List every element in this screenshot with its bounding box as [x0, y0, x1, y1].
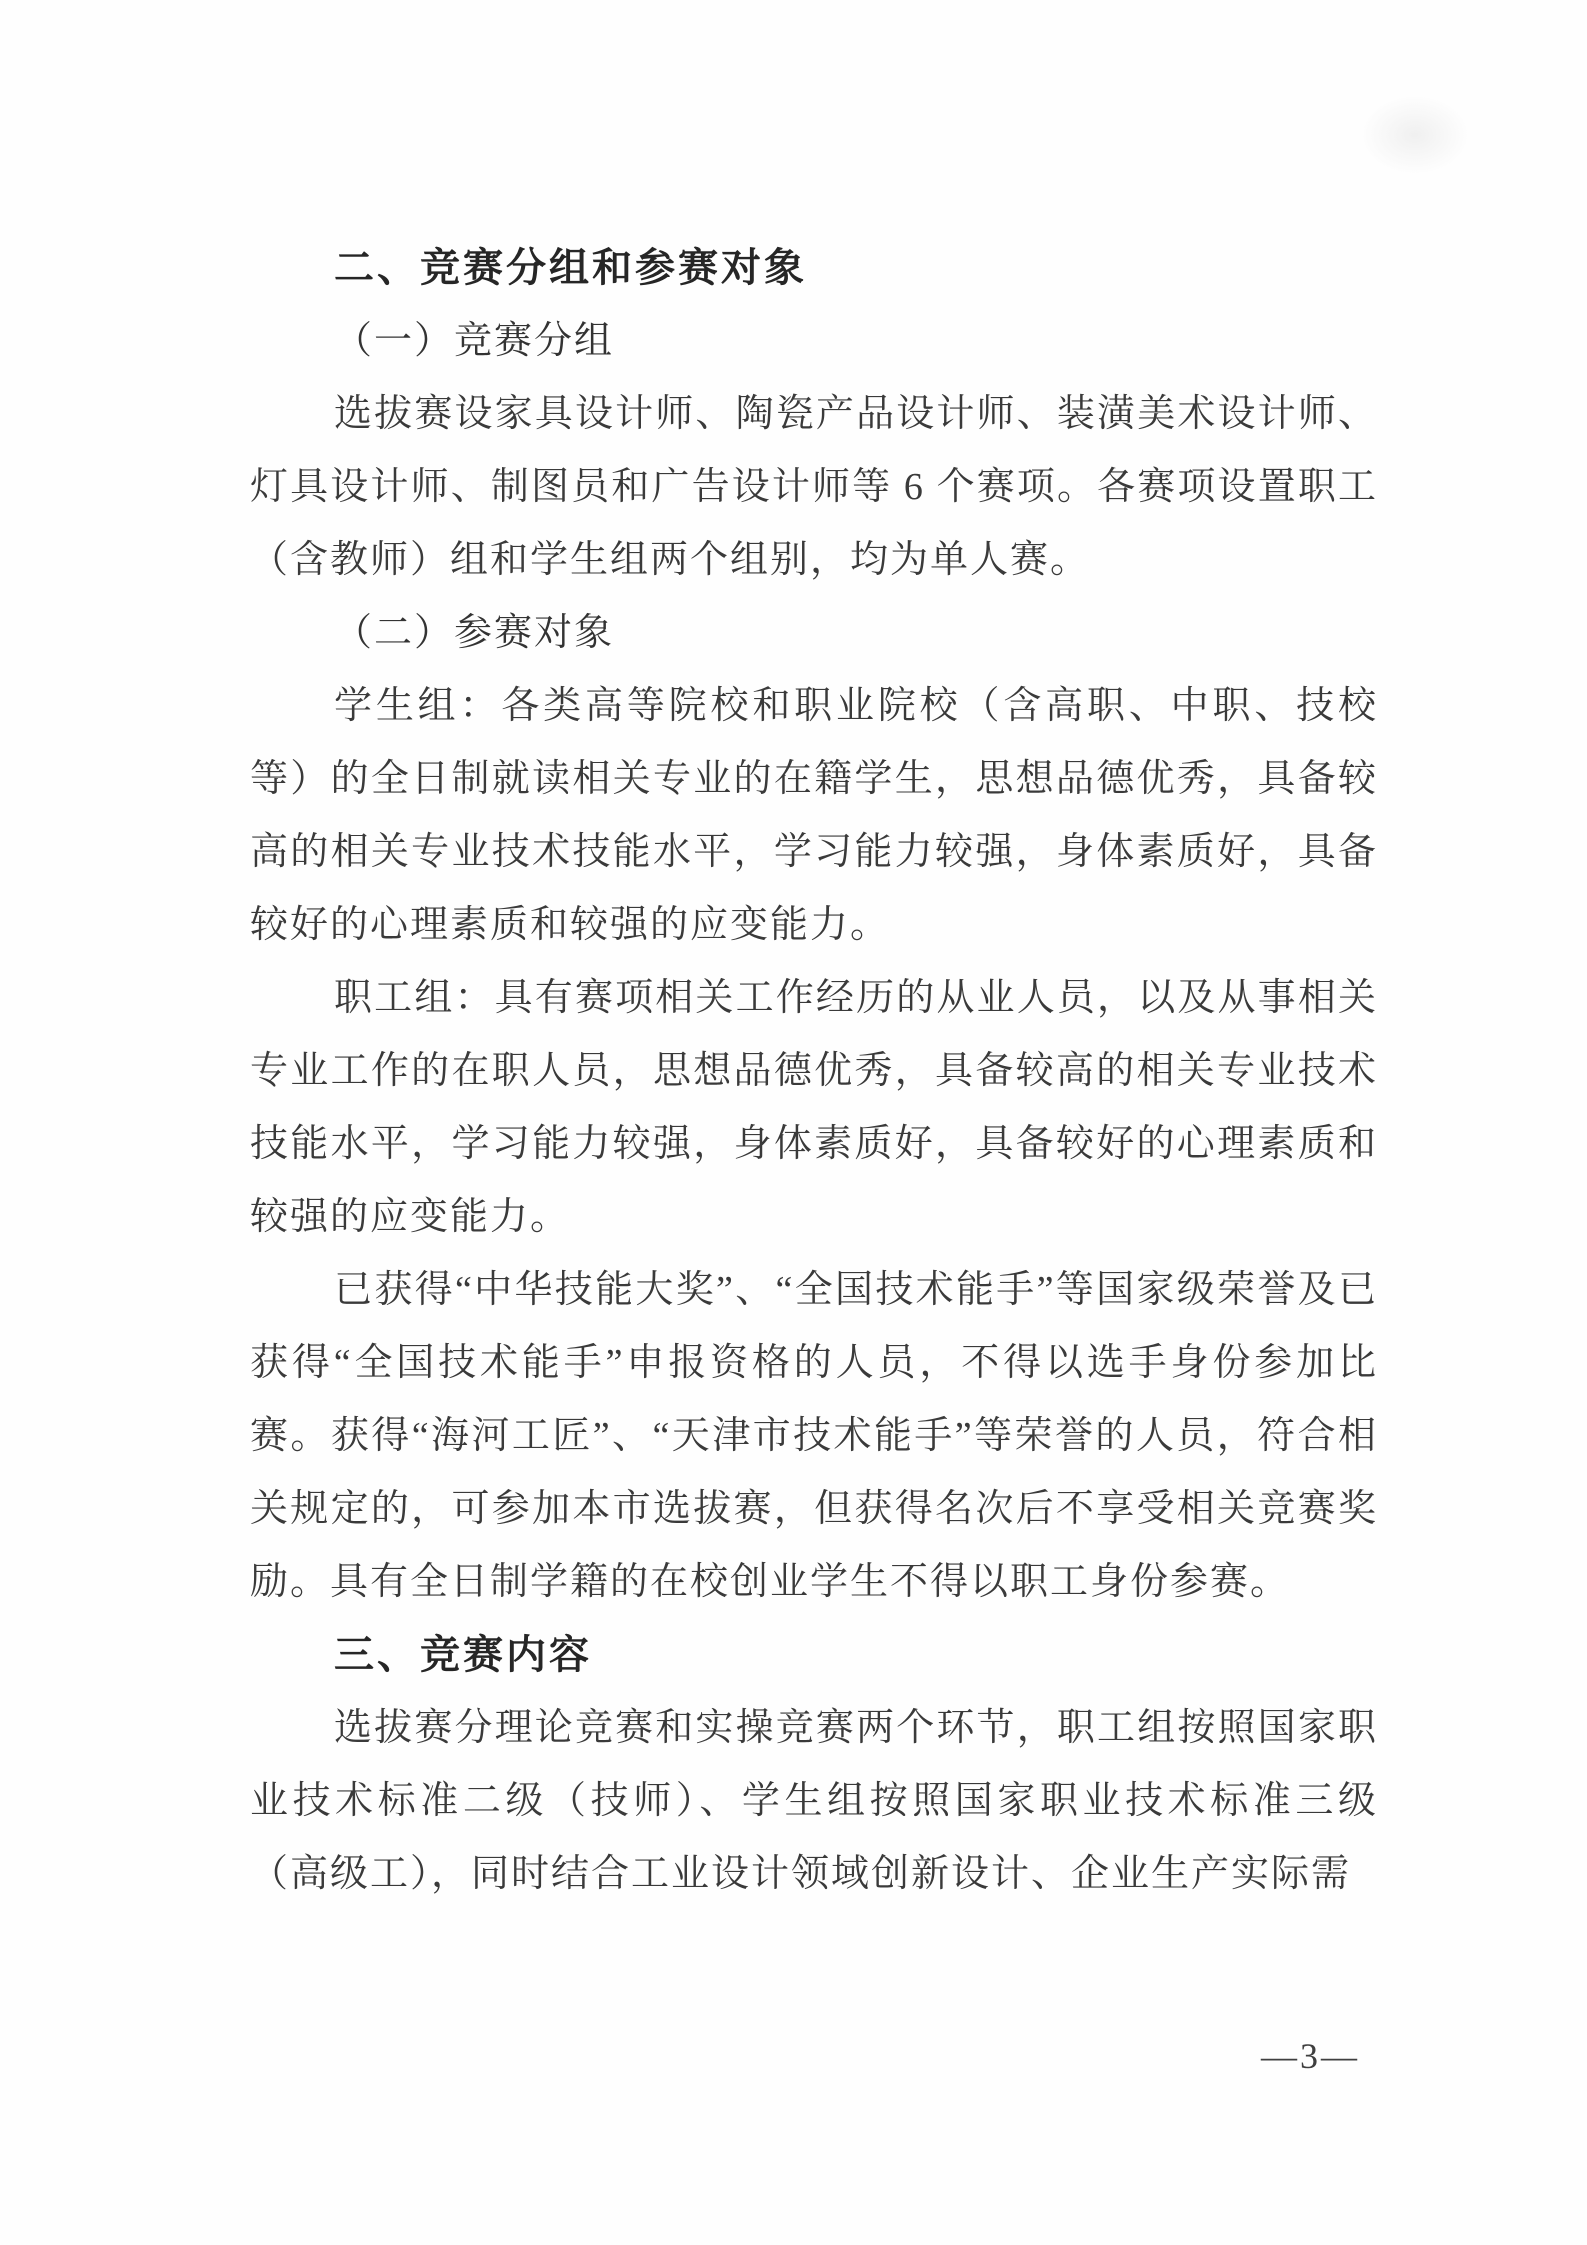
- section-heading-competition-content: 三、竞赛内容: [334, 1633, 592, 1677]
- subsection-heading-competition-groups: （一）竞赛分组: [334, 320, 615, 362]
- paragraph-competition-events: 选拔赛设家具设计师、陶瓷产品设计师、装潢美术设计师、灯具设计师、制图员和广告设计师等 6 个赛项。各赛项设置职工（含教师）组和学生组两个组别，均为单人赛。: [250, 393, 1378, 581]
- scan-artifact: [1340, 80, 1490, 190]
- section-heading-competition-groups-and-participants: 二、竞赛分组和参赛对象: [334, 246, 807, 290]
- paragraph-eligibility-restrictions: 已获得“中华技能大奖”、“全国技术能手”等国家级荣誉及已获得“全国技术能手”申报资格的人员，不得以选手身份参加比赛。获得“海河工匠”、“天津市技术能手”等荣誉的人员，符合相关规定的，可参加本市选拔赛，但获得名次后不享受相关竞赛奖励。具有全日制学籍的在校创业学生不得以职工身份参赛。: [250, 1269, 1378, 1603]
- paragraph-worker-group: 职工组：具有赛项相关工作经历的从业人员，以及从事相关专业工作的在职人员，思想品德优秀，具备较高的相关专业技术技能水平，学习能力较强，身体素质好，具备较好的心理素质和较强的应变能力。: [250, 977, 1378, 1238]
- subsection-heading-participants: （二）参赛对象: [334, 612, 615, 654]
- document-body: [250, 232, 1378, 1911]
- page-number: —3—: [1261, 2036, 1360, 2076]
- paragraph-competition-content: 选拔赛分理论竞赛和实操竞赛两个环节，职工组按照国家职业技术标准二级（技师）、学生组按照国家职业技术标准三级（高级工），同时结合工业设计领域创新设计、企业生产实际需: [250, 1707, 1378, 1895]
- paragraph-student-group: 学生组：各类高等院校和职业院校（含高职、中职、技校等）的全日制就读相关专业的在籍学生，思想品德优秀，具备较高的相关专业技术技能水平，学习能力较强，身体素质好，具备较好的心理素质和较强的应变能力。: [250, 685, 1378, 946]
